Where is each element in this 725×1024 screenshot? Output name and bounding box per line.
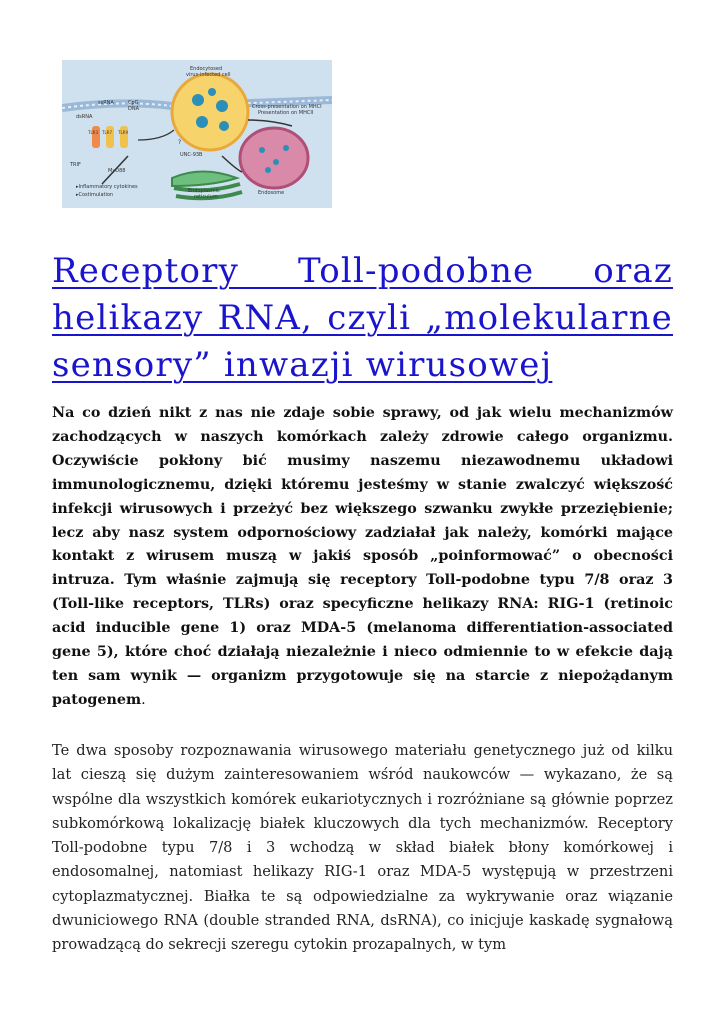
article-lead bbox=[52, 402, 673, 713]
label-cytokines: ▸Inflammatory cytokines bbox=[76, 184, 138, 190]
label-question: ? bbox=[178, 139, 182, 146]
label-unc93b: UNC-93B bbox=[180, 152, 203, 158]
article-body-paragraph: Te dwa sposoby rozpoznawania wirusowego materiału genetycznego już od kilku lat cieszą się dużym zainteresowaniem wśród naukowców — wykazano, że są wspólne dla wszystkich komórek eukariotycznych i rozróżniane są głównie poprzez subkomórkową lokalizację białek kluczowych dla tych mechanizmów. Receptory Toll-podobne typu 7/8 i 3 wchodzą w skład białek błony komórkowej i endosomalnej, natomiast helikazy RIG-1 oraz MDA-5 występują w przestrzeni cytoplazmatycznej. Białka te są odpowiedzialne za wykrywanie oraz wiązanie dwuniciowego RNA (double stranded RNA, dsRNA), co inicjuje kaskadę sygnałową prowadzącą do sekrecji szeregu cytokin prozapalnych, w tym bbox=[52, 742, 673, 954]
label-costimulation: ▸Costimulation bbox=[76, 192, 114, 198]
label-cross-presentation: Cross-presentation on MHCI bbox=[252, 104, 322, 110]
article-title-link[interactable]: Receptory Toll-podobne oraz helikazy RNA, czyli „molekularne sensory” inwazji wirusowej bbox=[52, 251, 673, 385]
label-endocytosed: Endocytosed bbox=[190, 66, 223, 72]
infected-cell-vesicle bbox=[172, 74, 248, 150]
label-myd88: MyD88 bbox=[108, 168, 126, 174]
label-tlr9: TLR9 bbox=[118, 130, 128, 135]
article-figure bbox=[62, 60, 332, 208]
label-virus-cell: virus-infected cell bbox=[186, 72, 231, 78]
endosome-shape bbox=[240, 128, 308, 188]
label-presentation-mhcii: Presentation on MHCII bbox=[258, 110, 314, 116]
tlr-pathway-diagram bbox=[62, 60, 332, 208]
article-lead-text: Na co dzień nikt z nas nie zdaje sobie sprawy, od jak wielu mechanizmów zachodzących w naszych komórkach zależy zdrowie całego organizmu. Oczywiście pokłony bić musimy naszemu niezawodnemu układowi immunologicznemu, dzięki któremu jesteśmy w stanie zwalczyć większość infekcji wirusowych i przeżyć bez większego szwanku zwykłe przeziębienie; lecz aby nasz system odpornościowy zadziałał jak należy, komórki mające kontakt z wirusem muszą w jakiś sposób „poinformować” o obecności intruza. Tym właśnie zajmują się receptory Toll-podobne typu 7/8 oraz 3 (Toll-like receptors, TLRs) oraz specyficzne helikazy RNA: RIG-1 (retinoic acid inducible gene 1) oraz MDA-5 (melanoma differentiation-associated gene 5), które choć działają niezależnie i nieco odmiennie to w efekcie dają ten sam wynik — organizm przygotowuje się na starcie z niepożądanym patogenem bbox=[52, 405, 673, 708]
label-ssrna: ssRNA bbox=[98, 100, 114, 106]
label-tlr7: TLR7 bbox=[102, 130, 112, 135]
label-dsrna: dsRNA bbox=[76, 114, 93, 120]
article-title bbox=[52, 248, 673, 389]
label-trif: TRIF bbox=[70, 162, 81, 168]
label-er-1: Endoplasmic bbox=[188, 188, 220, 194]
label-er-2: reticulum bbox=[194, 194, 218, 200]
label-endosome: Endosome bbox=[258, 190, 285, 196]
article-lead-tail: . bbox=[141, 691, 146, 708]
label-tlr3: TLR3 bbox=[88, 130, 98, 135]
label-dna: DNA bbox=[128, 106, 140, 112]
label-cpg: CpG bbox=[128, 100, 139, 106]
